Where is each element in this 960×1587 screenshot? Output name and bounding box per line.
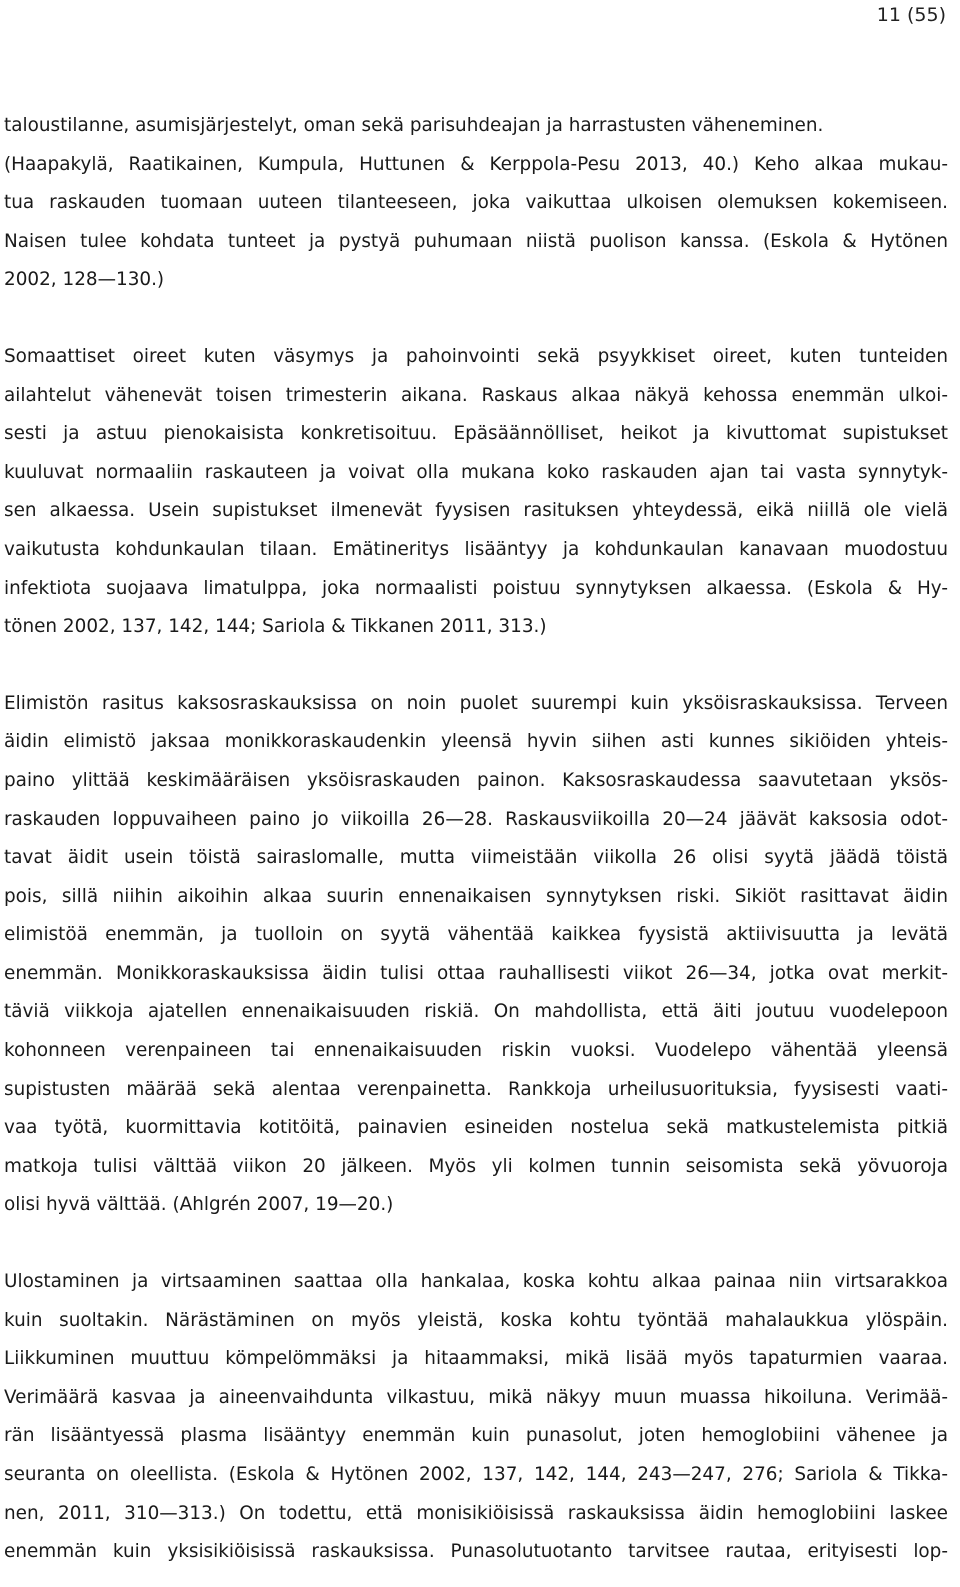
text-line: pois, sillä niihin aikoihin alkaa suurin ennenaikaisen synnytyksen riski. Sikiöt rasittavat äidin (4, 885, 948, 907)
text-line: Naisen tulee kohdata tunteet ja pystyä puhumaan niistä puolison kanssa. (Eskola & Hytönen (4, 230, 948, 252)
text-line: enemmän. Monikkoraskauksissa äidin tulisi ottaa rauhallisesti viikot 26—34, jotka ovat merkit- (4, 962, 948, 984)
paragraph-gap (4, 300, 948, 338)
text-line: enemmän kuin yksisikiöisissä raskauksissa. Punasolutuotanto tarvitsee rautaa, erityisesti lop- (4, 1541, 948, 1563)
text-line: äidin elimistö jaksaa monikkoraskaudenkin yleensä hyvin siihen asti kunnes sikiöiden yhteis- (4, 731, 948, 753)
text-line: seuranta on oleellista. (Eskola & Hytönen 2002, 137, 142, 144, 243—247, 276; Sariola & Tikka- (4, 1464, 948, 1485)
text-line: tavat äidit usein töistä sairaslomalle, mutta viimeistään viikolla 26 olisi syytä jäädä töistä (4, 847, 948, 869)
text-line: ailahtelut vähenevät toisen trimesterin aikana. Raskaus alkaa näkyä kehossa enemmän ulkoi- (4, 384, 948, 406)
text-line: kuuluvat normaaliin raskauteen ja voivat olla mukana koko raskauden ajan tai vasta synnytyk- (4, 461, 948, 483)
text-line: raskauden loppuvaiheen paino jo viikoilla 26—28. Raskausviikoilla 20—24 jäävät kaksosia odot- (4, 808, 948, 830)
text-line: elimistöä enemmän, ja tuolloin on syytä vähentää kaikkea fyysistä aktiivisuutta ja levätä (4, 924, 948, 946)
text-line: tönen 2002, 137, 142, 144; Sariola & Tikkanen 2011, 313.) (4, 616, 547, 638)
text-line: kuin suoltakin. Närästäminen on myös yleistä, koska kohtu työntää mahalaukkua ylöspäin. (4, 1309, 948, 1331)
text-line: täviä viikkoja ajatellen ennenaikaisuuden riskiä. On mahdollista, että äiti joutuu vuodelepoon (4, 1001, 948, 1023)
paragraph-gap (4, 647, 948, 685)
text-line: Somaattiset oireet kuten väsymys ja pahoinvointi sekä psyykkiset oireet, kuten tunteiden (4, 345, 948, 367)
document-body (4, 107, 948, 1572)
text-line: (Haapakylä, Raatikainen, Kumpula, Huttunen & Kerppola-Pesu 2013, 40.) Keho alkaa mukau- (4, 153, 948, 175)
text-line: nen, 2011, 310—313.) On todettu, että monisikiöisissä raskauksissa äidin hemoglobiini laskee (4, 1502, 948, 1524)
text-line: tua raskauden tuomaan uuteen tilanteeseen, joka vaikuttaa ulkoisen olemuksen kokemiseen. (4, 192, 948, 214)
text-line: sesti ja astuu pienokaisista konkretisoituu. Epäsäännölliset, heikot ja kivuttomat supistukset (4, 423, 948, 445)
text-line: rän lisääntyessä plasma lisääntyy enemmän kuin punasolut, joten hemoglobiini vähenee ja (4, 1425, 948, 1447)
paragraph (4, 338, 948, 647)
text-line: matkoja tulisi välttää viikon 20 jälkeen. Myös yli kolmen tunnin seisomista sekä yövuoroja (4, 1155, 948, 1177)
paragraph (4, 1263, 948, 1572)
text-line: vaikutusta kohdunkaulan tilaan. Emätineritys lisääntyy ja kohdunkaulan kanavaan muodostuu (4, 538, 948, 560)
text-line: infektiota suojaava limatulppa, joka normaalisti poistuu synnytyksen alkaessa. (Eskola & Hy- (4, 577, 948, 599)
paragraph (4, 685, 948, 1225)
text-line: olisi hyvä välttää. (Ahlgrén 2007, 19—20.) (4, 1194, 394, 1216)
text-line: Verimäärä kasvaa ja aineenvaihdunta vilkastuu, mikä näkyy muun muassa hikoiluna. Verimää- (4, 1386, 948, 1408)
page-number: 11 (55) (876, 4, 946, 26)
text-line: vaa työtä, kuormittavia kotitöitä, painavien esineiden nostelua sekä matkustelemista pitkiä (4, 1117, 948, 1139)
text-line: 2002, 128—130.) (4, 269, 165, 291)
text-line: paino ylittää keskimääräisen yksöisraskauden painon. Kaksosraskaudessa saavutetaan yksös- (4, 769, 948, 791)
text-line: Liikkuminen muuttuu kömpelömmäksi ja hitaammaksi, mikä lisää myös tapaturmien vaaraa. (4, 1348, 948, 1370)
text-line: kohonneen verenpaineen tai ennenaikaisuuden riskin vuoksi. Vuodelepo vähentää yleensä (4, 1040, 948, 1062)
text-line: supistusten määrää sekä alentaa verenpainetta. Rankkoja urheilusuorituksia, fyysisesti vaati- (4, 1078, 948, 1100)
paragraph (4, 107, 948, 300)
text-line: Elimistön rasitus kaksosraskauksissa on noin puolet suurempi kuin yksöisraskauksissa. Terveen (4, 692, 948, 714)
text-line: taloustilanne, asumisjärjestelyt, oman sekä parisuhdeajan ja harrastusten väheneminen. (4, 115, 824, 136)
text-line: Ulostaminen ja virtsaaminen saattaa olla hankalaa, koska kohtu alkaa painaa niin virtsarakkoa (4, 1271, 948, 1293)
paragraph-gap (4, 1225, 948, 1263)
text-line: sen alkaessa. Usein supistukset ilmenevät fyysisen rasituksen yhteydessä, eikä niillä ole vielä (4, 500, 948, 522)
